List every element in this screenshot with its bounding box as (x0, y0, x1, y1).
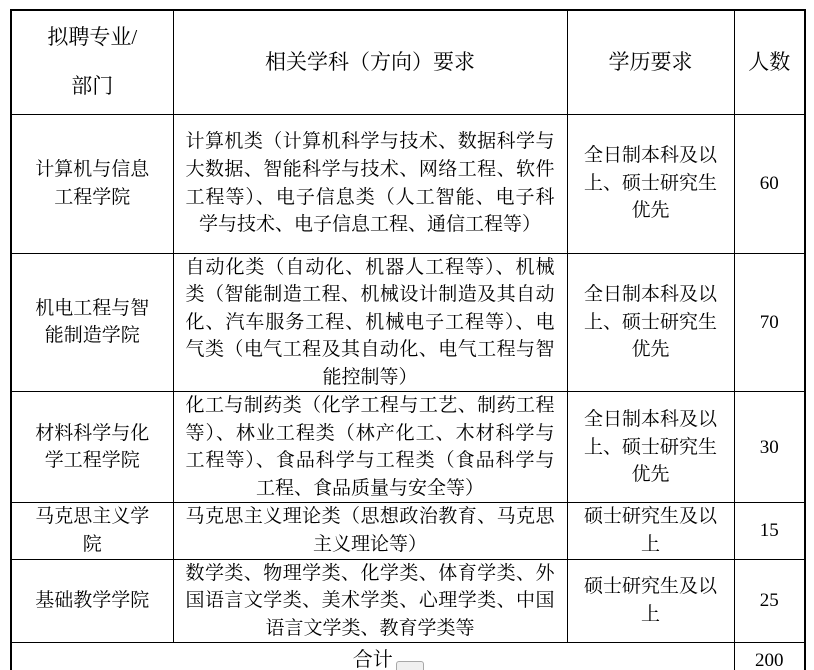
header-education: 学历要求 (567, 10, 734, 114)
requirements-cell: 化工与制药类（化学工程与工艺、制药工程等）、林业工程类（林产化工、木材科学与工程等）、食品科学与工程类（食品科学与工程、食品质量与安全等） (173, 392, 567, 503)
requirements-cell: 自动化类（自动化、机器人工程等）、机械类（智能制造工程、机械设计制造及其自动化、汽车服务工程、机械电子工程等）、电气类（电气工程及其自动化、电气工程与智能控制等） (173, 253, 567, 392)
count-cell: 25 (734, 559, 805, 643)
total-count: 200 (734, 643, 805, 670)
department-cell: 材料科学与化学工程学院 (11, 392, 173, 503)
table-row (11, 114, 805, 253)
department-cell: 计算机与信息工程学院 (11, 114, 173, 253)
requirements-cell: 数学类、物理学类、化学类、体育学类、外国语言文学类、美术学类、心理学类、中国语言文学类、教育学类等 (173, 559, 567, 643)
count-cell: 70 (734, 253, 805, 392)
table-row (11, 559, 805, 643)
header-department-line1: 拟聘专业/ (47, 25, 138, 50)
department-cell: 马克思主义学院 (11, 503, 173, 559)
total-label: 合计 (11, 643, 734, 670)
education-cell: 全日制本科及以上、硕士研究生优先 (567, 392, 734, 503)
header-requirements: 相关学科（方向）要求 (173, 10, 567, 114)
count-cell: 15 (734, 503, 805, 559)
requirements-cell: 计算机类（计算机科学与技术、数据科学与大数据、智能科学与技术、网络工程、软件工程等）、电子信息类（人工智能、电子科学与技术、电子信息工程、通信工程等） (173, 114, 567, 253)
header-department (11, 10, 173, 114)
count-cell: 30 (734, 392, 805, 503)
education-cell: 全日制本科及以上、硕士研究生优先 (567, 114, 734, 253)
department-cell: 基础教学学院 (11, 559, 173, 643)
education-cell: 硕士研究生及以上 (567, 503, 734, 559)
bottom-partial-box (396, 661, 424, 670)
education-cell: 硕士研究生及以上 (567, 559, 734, 643)
table-header-row (11, 10, 805, 114)
header-department-line2: 部门 (71, 74, 114, 99)
header-count: 人数 (734, 10, 805, 114)
department-cell: 机电工程与智能制造学院 (11, 253, 173, 392)
recruitment-table (10, 9, 806, 670)
table-row (11, 253, 805, 392)
table-row (11, 503, 805, 559)
education-cell: 全日制本科及以上、硕士研究生优先 (567, 253, 734, 392)
requirements-cell: 马克思主义理论类（思想政治教育、马克思主义理论等） (173, 503, 567, 559)
count-cell: 60 (734, 114, 805, 253)
table-row (11, 392, 805, 503)
